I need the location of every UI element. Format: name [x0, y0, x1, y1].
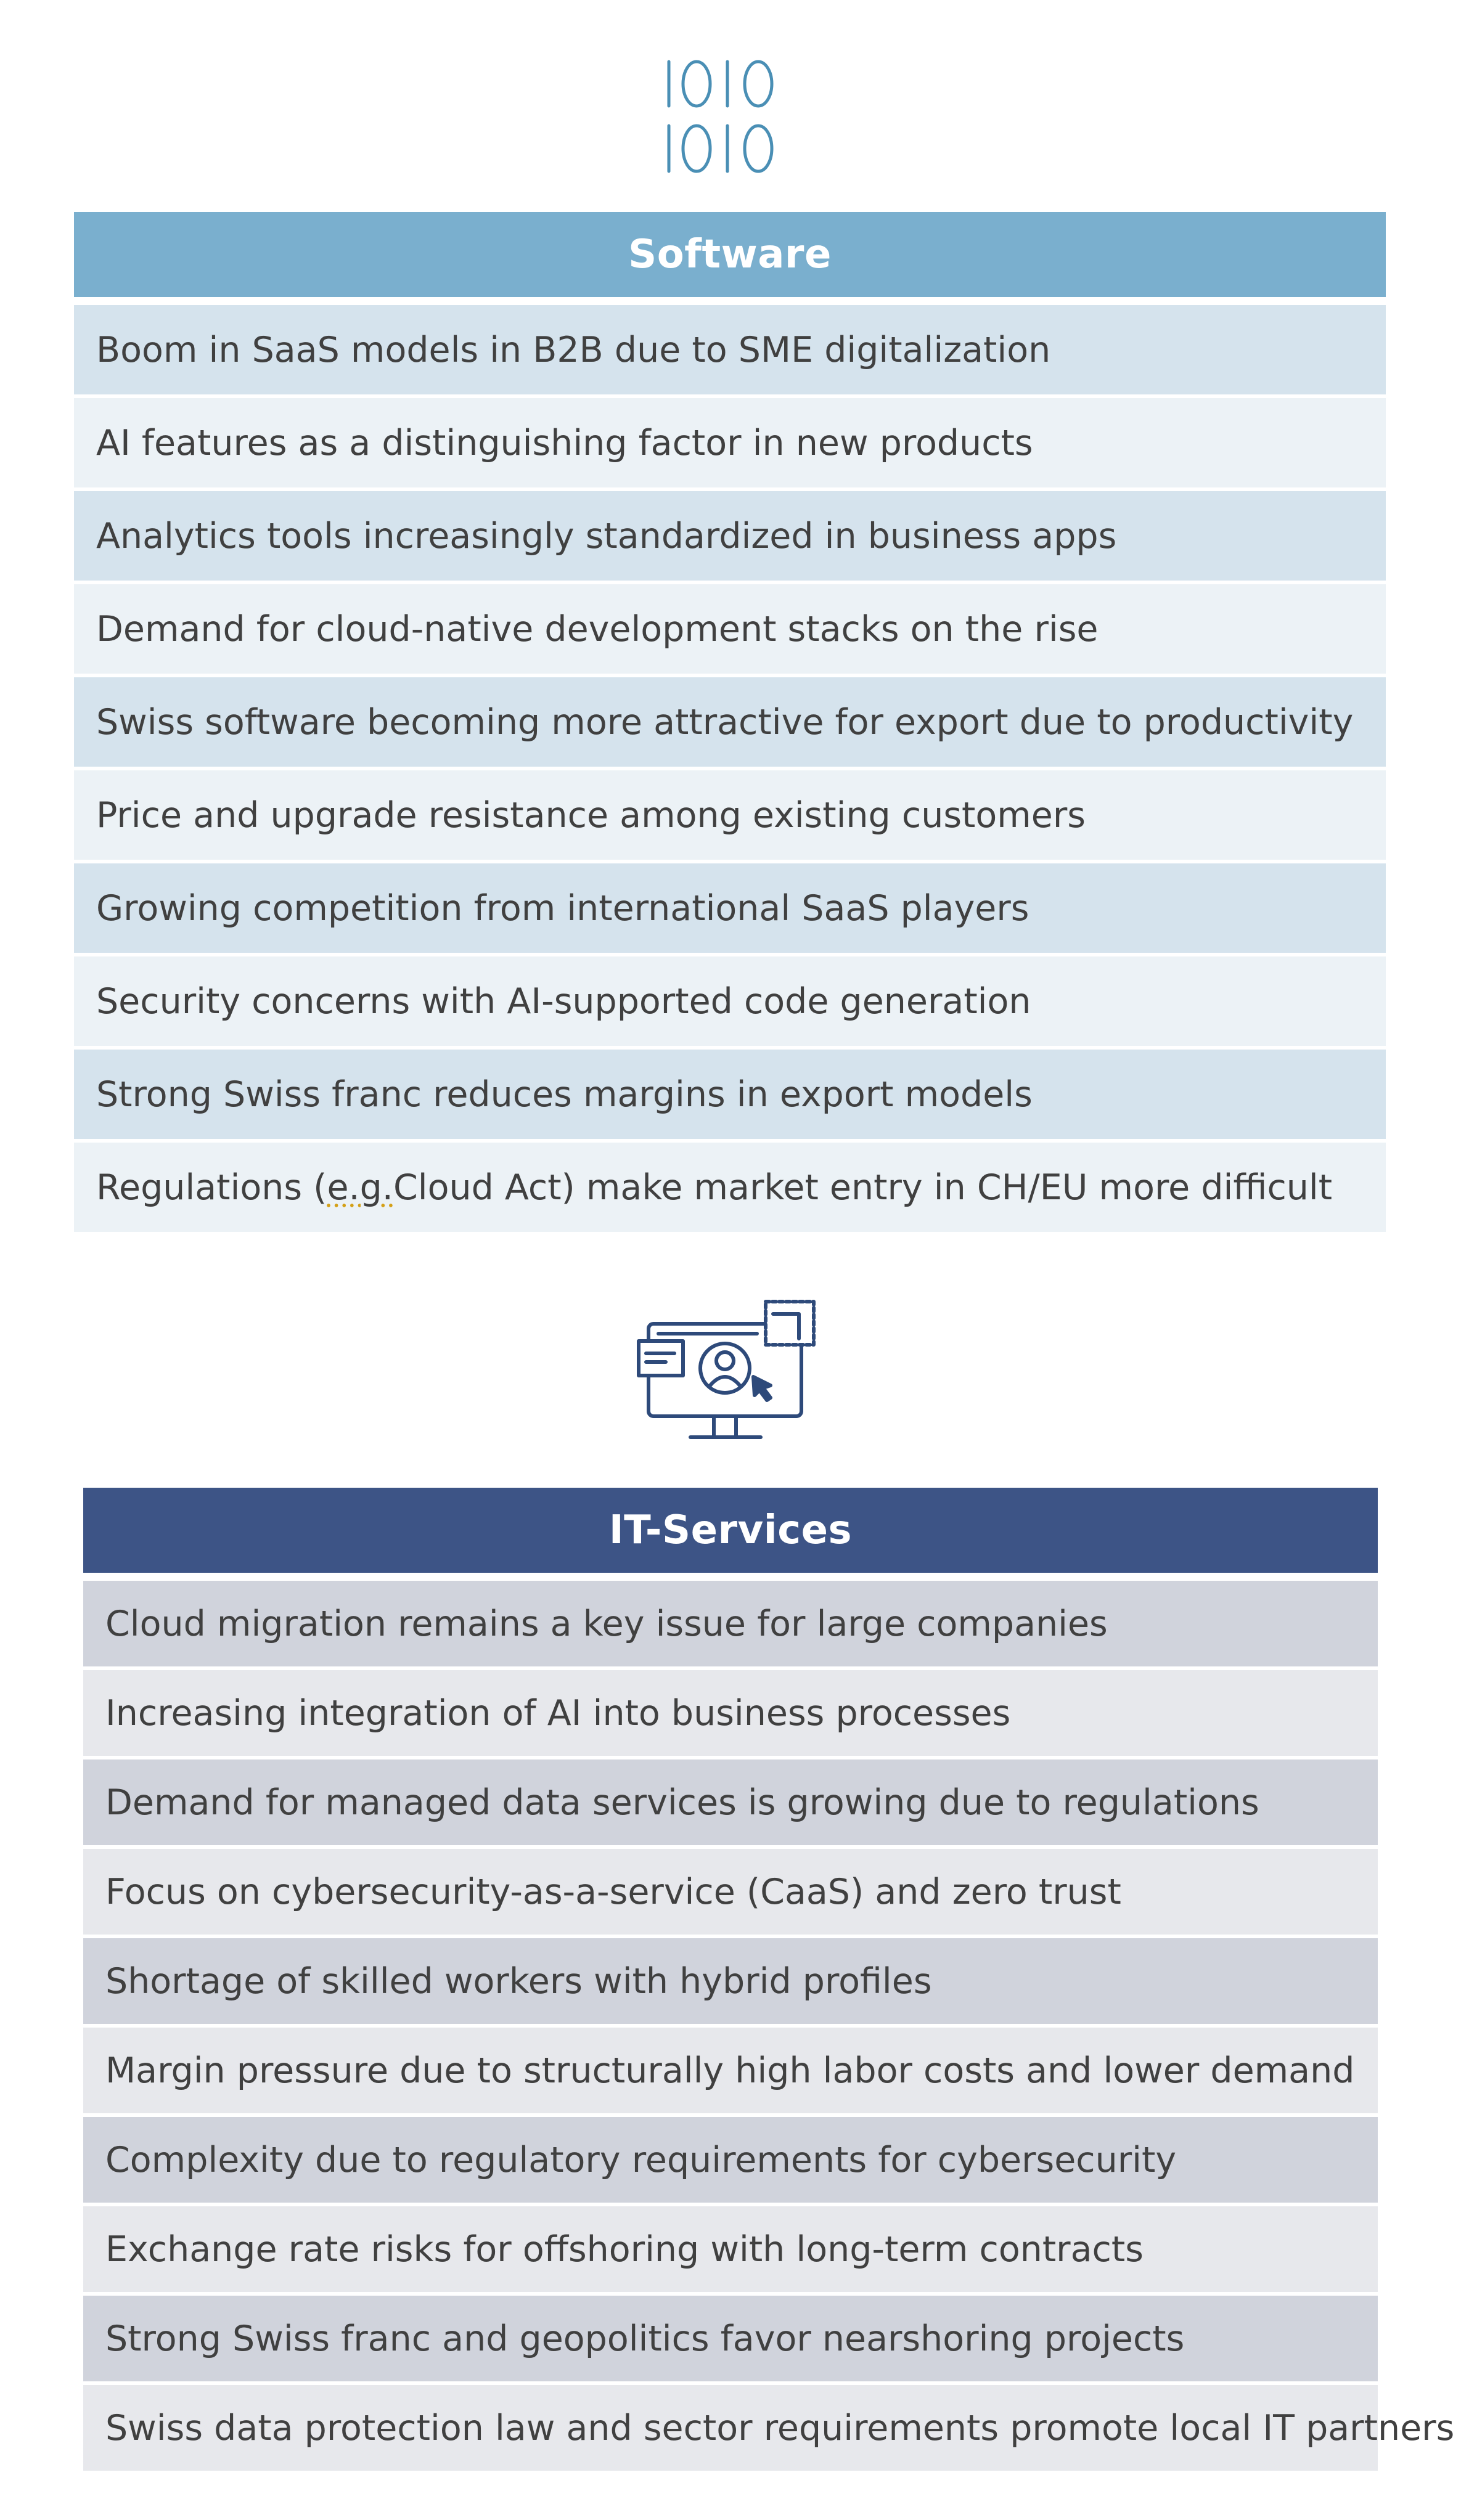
it-services-row: Strong Swiss franc and geopolitics favor nearshoring projects — [83, 2296, 1378, 2381]
software-row: Boom in SaaS models in B2B due to SME digitalization — [74, 305, 1386, 394]
software-row: Price and upgrade resistance among existing customers — [74, 770, 1386, 860]
software-rows — [74, 305, 1386, 1232]
software-row: Swiss software becoming more attractive for export due to productivity — [74, 677, 1386, 767]
row-text-after: Cloud Act) make market entry in CH/EU more difficult — [393, 1167, 1333, 1208]
it-services-row: Increasing integration of AI into business processes — [83, 1670, 1378, 1756]
it-services-row: Cloud migration remains a key issue for large companies — [83, 1581, 1378, 1666]
it-services-row: Swiss data protection law and sector requirements promote local IT partners — [83, 2385, 1378, 2471]
spellcheck-marked-text: e.g. — [327, 1167, 393, 1208]
software-row: Analytics tools increasingly standardized in business apps — [74, 491, 1386, 581]
software-table — [74, 212, 1386, 1236]
software-row: Strong Swiss franc reduces margins in export models — [74, 1050, 1386, 1139]
software-row: Demand for cloud-native development stacks on the rise — [74, 584, 1386, 674]
software-row: AI features as a distinguishing factor in new products — [74, 398, 1386, 487]
software-header: Software — [74, 212, 1386, 297]
it-services-table — [83, 1488, 1455, 2474]
binary-1010-icon — [666, 57, 783, 180]
it-services-row: Focus on cybersecurity-as-a-service (CaaS) and zero trust — [83, 1849, 1378, 1935]
it-services-row: Exchange rate risks for offshoring with long-term contracts — [83, 2206, 1378, 2292]
software-row: Growing competition from international SaaS players — [74, 863, 1386, 953]
it-services-row: Complexity due to regulatory requirements for cybersecurity — [83, 2117, 1378, 2203]
it-services-header: IT-Services — [83, 1488, 1378, 1573]
monitor-user-icon — [634, 1297, 819, 1448]
software-row: Security concerns with AI-supported code generation — [74, 956, 1386, 1046]
it-services-row: Shortage of skilled workers with hybrid profiles — [83, 1938, 1378, 2024]
software-row-last — [74, 1143, 1386, 1232]
row-text-before: Regulations ( — [96, 1167, 327, 1208]
it-services-row: Margin pressure due to structurally high labor costs and lower demand — [83, 2028, 1378, 2113]
it-services-row: Demand for managed data services is growing due to regulations — [83, 1760, 1378, 1845]
it-services-rows — [83, 1581, 1455, 2471]
